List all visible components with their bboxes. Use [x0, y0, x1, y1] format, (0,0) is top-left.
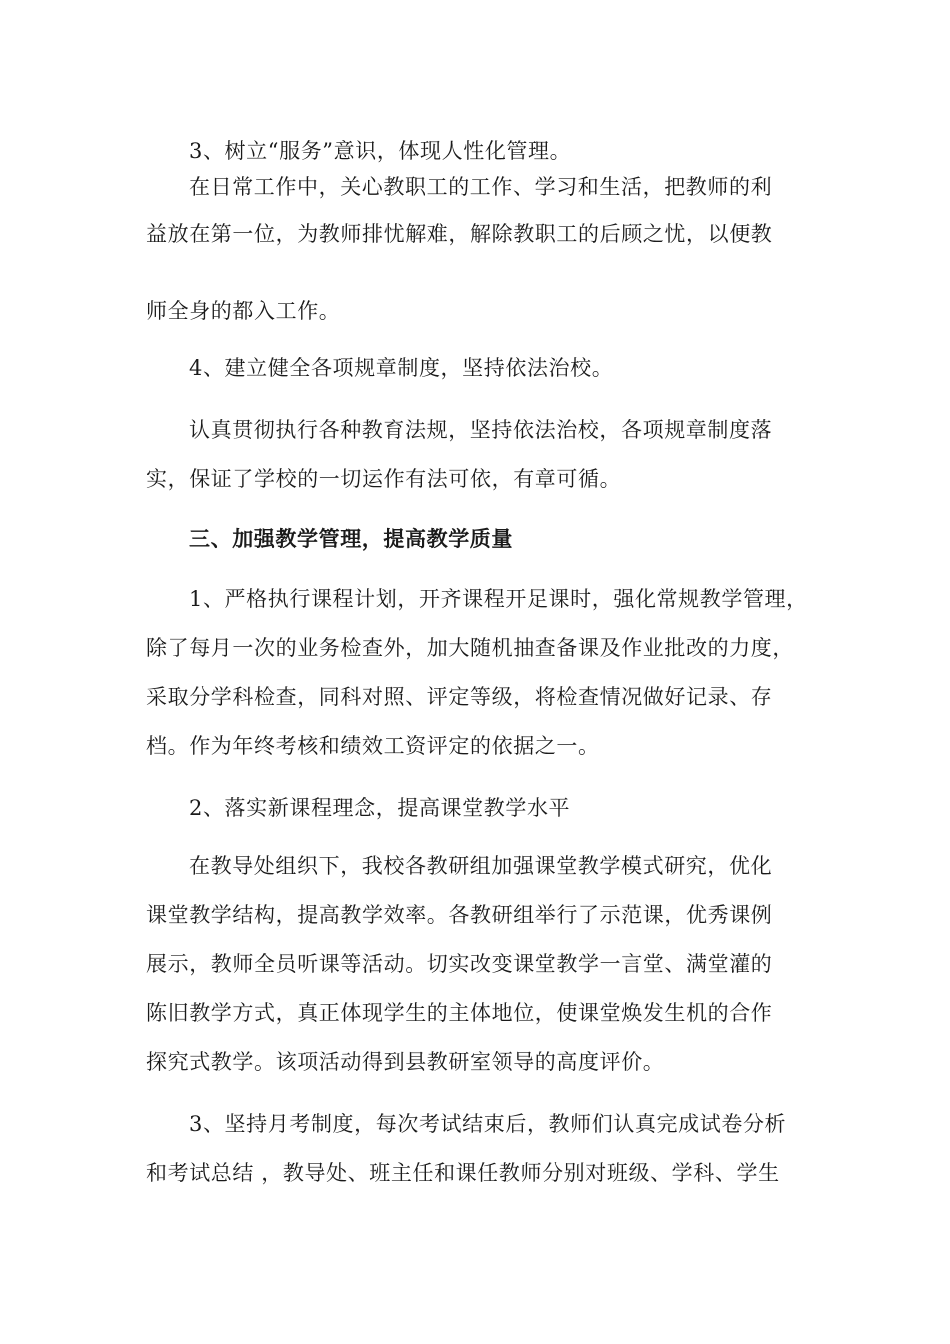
heading-new-curriculum: 2、落实新课程理念，提高课堂教学水平 — [189, 796, 571, 820]
paragraph-line: 益放在第一位，为教师排忧解难，解除教职工的后顾之忧，以便教 — [146, 222, 773, 246]
paragraph-line: 展示，教师全员听课等活动。切实改变课堂教学一言堂、满堂灌的 — [146, 952, 773, 976]
paragraph-line: 采取分学科检查，同科对照、评定等级，将检查情况做好记录、存 — [146, 685, 773, 709]
section-heading-teaching-management: 三、加强教学管理，提高教学质量 — [189, 526, 513, 551]
heading-rules-system: 4、建立健全各项规章制度，坚持依法治校。 — [189, 356, 614, 380]
paragraph-line: 师全身的都入工作。 — [146, 299, 341, 323]
paragraph-line: 除了每月一次的业务检查外，加大随机抽查备课及作业批改的力度， — [146, 636, 794, 660]
paragraph-line: 和考试总结 ，教导处、班主任和课任教师分别对班级、学科、学生 — [146, 1161, 780, 1185]
paragraph-line: 课堂教学结构，提高教学效率。各教研组举行了示范课，优秀课例 — [146, 903, 773, 927]
paragraph-line: 探究式教学。该项活动得到县教研室领导的高度评价。 — [146, 1050, 665, 1074]
paragraph-line: 陈旧教学方式，真正体现学生的主体地位，使课堂焕发生机的合作 — [146, 1001, 773, 1025]
paragraph-line: 实，保证了学校的一切运作有法可依，有章可循。 — [146, 467, 622, 491]
paragraph-line: 在日常工作中，关心教职工的工作、学习和生活，把教师的利 — [189, 175, 773, 199]
heading-service-awareness: 3、树立“服务”意识，体现人性化管理。 — [189, 139, 572, 163]
paragraph-line: 3、坚持月考制度，每次考试结束后，教师们认真完成试卷分析 — [189, 1112, 787, 1136]
paragraph-line: 认真贯彻执行各种教育法规，坚持依法治校，各项规章制度落 — [189, 418, 773, 442]
paragraph-line: 1、严格执行课程计划，开齐课程开足课时，强化常规教学管理， — [189, 587, 808, 611]
paragraph-line: 档。作为年终考核和绩效工资评定的依据之一。 — [146, 734, 600, 758]
paragraph-line: 在教导处组织下，我校各教研组加强课堂教学模式研究，优化 — [189, 854, 773, 878]
